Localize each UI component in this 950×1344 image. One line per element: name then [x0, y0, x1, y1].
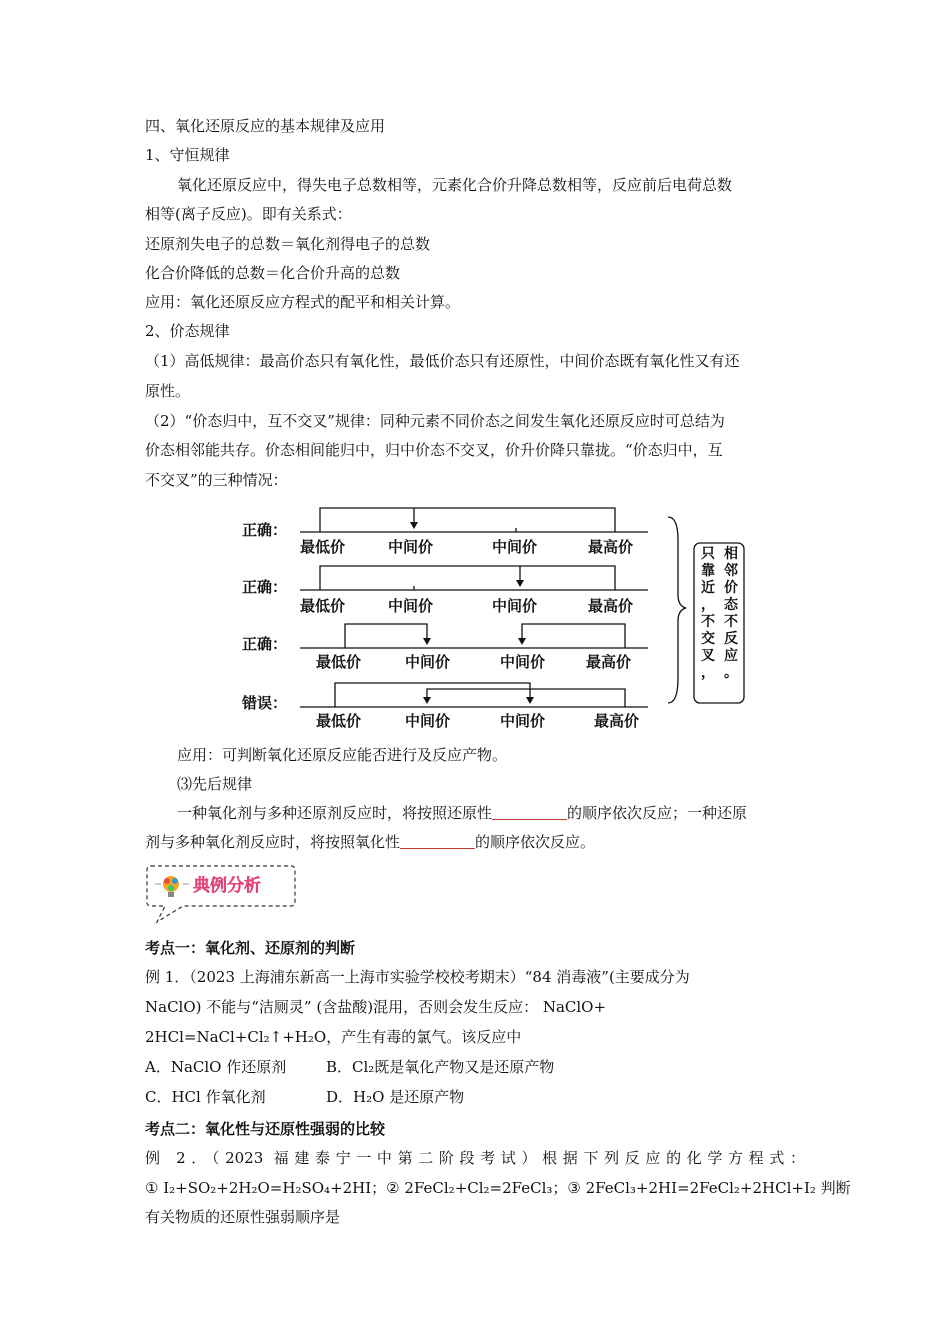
rule1-equation-valence: 化合价降低的总数＝化合价升高的总数: [145, 264, 401, 282]
row1-tick-highest: 最高价: [588, 538, 634, 556]
row3-tick-middle1: 中间价: [405, 653, 451, 671]
rule3-line1: [177, 803, 747, 823]
kp1-option-c[interactable]: C．HCl 作氧化剂: [145, 1088, 266, 1106]
note-column-right: 相邻价态不反应。: [724, 546, 738, 681]
rule3-line2-text-b: 的顺序依次反应。: [475, 833, 596, 851]
kp1-example-line3: 2HCl=NaCl+Cl₂↑+H₂O，产生有毒的氯气。该反应中: [145, 1028, 522, 1046]
fill-blank-reducing[interactable]: [492, 805, 567, 820]
row3-tick-middle2: 中间价: [500, 653, 546, 671]
kp1-option-a[interactable]: A．NaClO 作还原剂: [145, 1058, 287, 1076]
rule3-line1-text-a: 一种氧化剂与多种还原剂反应时，将按照还原性: [177, 804, 493, 822]
rule2-p2-line2: 价态相邻能共存。价态相间能归中，归中价态不交叉，价升价降只靠拢。“价态归中，互: [145, 441, 723, 459]
rule2-p1-line1: （1）高低规律：最高价态只有氧化性，最低价态只有还原性，中间价态既有氧化性又有还: [145, 352, 740, 370]
rule2-title: 2、价态规律: [145, 322, 230, 340]
diagram-row1-label: 正确：: [242, 521, 288, 539]
section-title: 四、氧化还原反应的基本规律及应用: [145, 117, 386, 135]
rule1-paragraph-line1: 氧化还原反应中，得失电子总数相等，元素化合价升降总数相等，反应前后电荷总数: [177, 176, 733, 194]
row2-tick-middle2: 中间价: [492, 597, 538, 615]
valence-rule-diagram: [230, 500, 760, 735]
row4-tick-highest: 最高价: [594, 712, 640, 730]
rule2-application: 应用：可判断氧化还原反应能否进行及反应产物。: [177, 746, 508, 764]
row3-tick-lowest: 最低价: [316, 653, 362, 671]
example-analysis-banner: [143, 862, 298, 926]
kp2-example-line3: 有关物质的还原性强弱顺序是: [145, 1208, 341, 1226]
rule1-application: 应用：氧化还原反应方程式的配平和相关计算。: [145, 293, 461, 311]
kp1-example-line2: NaClO) 不能与“洁厕灵” (含盐酸)混用，否则会发生反应： NaClO+: [145, 998, 607, 1016]
rule1-title: 1、守恒规律: [145, 146, 230, 164]
row2-tick-middle1: 中间价: [388, 597, 434, 615]
rule2-p1-line2: 原性。: [145, 382, 191, 400]
row3-tick-highest: 最高价: [586, 653, 632, 671]
rule2-p2-line3: 不交叉”的三种情况：: [145, 471, 288, 489]
kp2-example-line1: 例 2．（2023 福建泰宁一中第二阶段考试）根据下列反应的化学方程式：: [145, 1149, 805, 1167]
kp1-option-b[interactable]: B．Cl₂既是氧化产物又是还原产物: [326, 1058, 555, 1076]
rule3-line2-text-a: 剂与多种氧化剂反应时，将按照氧化性: [145, 833, 401, 851]
row2-tick-highest: 最高价: [588, 597, 634, 615]
kp2-example-line2: ① I₂+SO₂+2H₂O=H₂SO₄+2HI；② 2FeCl₂+Cl₂=2FeCl₃；③ 2FeCl₃+2HI=2FeCl₂+2HCl+I₂ 判断: [145, 1179, 851, 1197]
row2-tick-lowest: 最低价: [300, 597, 346, 615]
row1-tick-middle2: 中间价: [492, 538, 538, 556]
rule1-equation-electrons: 还原剂失电子的总数＝氧化剂得电子的总数: [145, 235, 431, 253]
row4-tick-middle1: 中间价: [405, 712, 451, 730]
row4-tick-lowest: 最低价: [316, 712, 362, 730]
diagram-row2-label: 正确：: [242, 578, 288, 596]
kp1-example-line1: 例 1．（2023 上海浦东新高一上海市实验学校校考期末）“84 消毒液”(主要成分为: [145, 968, 690, 986]
banner-title: 典例分析: [193, 876, 261, 896]
rule3-line1-text-b: 的顺序依次反应；一种还原: [567, 804, 748, 822]
rule3-line2: [145, 832, 595, 852]
rule1-paragraph-line2: 相等(离子反应)。即有关系式：: [145, 205, 352, 223]
note-column-left: 只靠近，不交叉，: [701, 546, 715, 681]
rule2-p2-line1: （2）“价态归中，互不交叉”规律：同种元素不同价态之间发生氧化还原反应时可总结为: [145, 412, 725, 430]
kp1-title: 考点一：氧化剂、还原剂的判断: [145, 939, 356, 957]
diagram-row4-label: 错误：: [242, 694, 288, 712]
rule3-title: ⑶先后规律: [177, 775, 253, 793]
row4-tick-middle2: 中间价: [500, 712, 546, 730]
kp1-option-d[interactable]: D．H₂O 是还原产物: [326, 1088, 465, 1106]
kp2-title: 考点二：氧化性与还原性强弱的比较: [145, 1120, 386, 1138]
row1-tick-lowest: 最低价: [300, 538, 346, 556]
fill-blank-oxidizing[interactable]: [400, 834, 475, 849]
diagram-row3-label: 正确：: [242, 635, 288, 653]
row1-tick-middle1: 中间价: [388, 538, 434, 556]
